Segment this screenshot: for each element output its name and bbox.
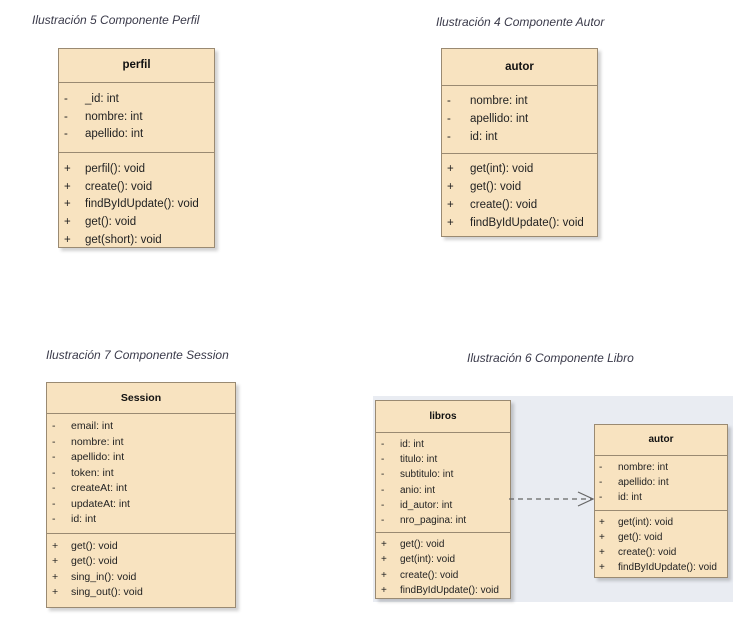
- attribute-text: updateAt: int: [71, 497, 130, 510]
- attribute-text: nombre: int: [85, 110, 143, 123]
- method-text: get(int): void: [618, 516, 674, 528]
- attribute-text: apellido: int: [85, 128, 144, 141]
- method-text: create(): void: [618, 546, 677, 558]
- method-text: create(): void: [470, 198, 538, 211]
- method-text: findByIdUpdate(): void: [470, 216, 584, 229]
- visibility-marker: -: [599, 462, 603, 473]
- visibility-marker: +: [64, 216, 71, 229]
- visibility-marker: -: [381, 469, 385, 481]
- visibility-marker: +: [381, 569, 387, 581]
- visibility-marker: +: [599, 531, 605, 543]
- visibility-marker: +: [447, 198, 454, 211]
- visibility-marker: -: [52, 466, 56, 479]
- visibility-marker: +: [52, 586, 59, 598]
- method-text: create(): void: [400, 569, 459, 581]
- visibility-marker: +: [52, 570, 59, 583]
- attribute-text: subtitulo: int: [400, 469, 454, 481]
- method-text: get(int): void: [470, 163, 534, 176]
- method-text: get(): void: [71, 555, 118, 567]
- visibility-marker: -: [381, 454, 385, 466]
- method-text: sing_in(): void: [71, 570, 137, 583]
- attribute-text: id: int: [470, 130, 498, 143]
- caption-autor: Ilustración 4 Componente Autor: [436, 15, 605, 29]
- visibility-marker: -: [599, 477, 603, 489]
- visibility-marker: +: [64, 163, 71, 176]
- visibility-marker: -: [64, 128, 68, 141]
- class-name: Session: [47, 383, 235, 414]
- visibility-marker: -: [447, 112, 451, 125]
- visibility-marker: -: [381, 484, 385, 496]
- attribute-text: apellido: int: [470, 112, 529, 125]
- attribute-text: apellido: int: [71, 451, 125, 463]
- attribute-text: nombre: int: [618, 462, 669, 473]
- attribute-text: apellido: int: [618, 477, 669, 489]
- method-text: sing_out(): void: [71, 586, 143, 598]
- visibility-marker: +: [64, 198, 71, 211]
- attribute-text: titulo: int: [400, 454, 438, 466]
- method-text: get(short): void: [85, 233, 162, 246]
- caption-perfil: Ilustración 5 Componente Perfil: [32, 13, 200, 27]
- method-text: get(int): void: [400, 554, 456, 566]
- method-text: get(): void: [85, 216, 137, 229]
- visibility-marker: +: [52, 539, 59, 552]
- method-text: get(): void: [71, 539, 118, 552]
- method-text: perfil(): void: [85, 163, 146, 176]
- visibility-marker: -: [599, 492, 603, 504]
- visibility-marker: +: [599, 562, 605, 574]
- method-text: create(): void: [85, 180, 153, 193]
- attribute-text: id: int: [400, 439, 424, 450]
- caption-libro: Ilustración 6 Componente Libro: [467, 351, 634, 365]
- visibility-marker: -: [381, 499, 385, 511]
- attribute-text: nombre: int: [470, 95, 528, 107]
- visibility-marker: -: [381, 439, 385, 450]
- visibility-marker: +: [447, 181, 454, 194]
- visibility-marker: +: [52, 555, 59, 567]
- attribute-text: id: int: [618, 492, 642, 504]
- attribute-text: nombre: int: [71, 435, 124, 448]
- class-name: autor: [442, 49, 597, 86]
- method-text: findByIdUpdate(): void: [85, 198, 199, 211]
- attribute-text: id_autor: int: [400, 499, 453, 511]
- visibility-marker: +: [64, 233, 71, 246]
- visibility-marker: -: [64, 93, 68, 105]
- visibility-marker: +: [381, 539, 387, 551]
- attribute-text: email: int: [71, 420, 114, 432]
- caption-session: Ilustración 7 Componente Session: [46, 348, 229, 362]
- method-text: get(): void: [470, 181, 522, 194]
- method-text: get(): void: [400, 539, 445, 551]
- attribute-text: createAt: int: [71, 482, 128, 494]
- visibility-marker: +: [599, 546, 605, 558]
- method-text: findByIdUpdate(): void: [618, 562, 717, 574]
- attribute-text: token: int: [71, 466, 114, 479]
- visibility-marker: -: [52, 513, 56, 525]
- visibility-marker: -: [447, 95, 451, 107]
- attribute-text: _id: int: [85, 93, 119, 105]
- visibility-marker: +: [381, 554, 387, 566]
- method-text: get(): void: [618, 531, 663, 543]
- visibility-marker: -: [52, 482, 56, 494]
- visibility-marker: -: [52, 435, 56, 448]
- visibility-marker: -: [52, 497, 56, 510]
- attribute-text: anio: int: [400, 484, 436, 496]
- class-name: libros: [376, 401, 510, 433]
- class-name: perfil: [59, 49, 214, 83]
- visibility-marker: +: [447, 216, 454, 229]
- attribute-text: nro_pagina: int: [400, 514, 467, 526]
- visibility-marker: -: [52, 420, 56, 432]
- visibility-marker: -: [447, 130, 451, 143]
- class-name: autor: [595, 425, 727, 456]
- method-text: findByIdUpdate(): void: [400, 584, 499, 596]
- attribute-text: id: int: [71, 513, 97, 525]
- visibility-marker: -: [381, 514, 385, 526]
- visibility-marker: +: [381, 584, 387, 596]
- visibility-marker: -: [52, 451, 56, 463]
- visibility-marker: -: [64, 110, 68, 123]
- visibility-marker: +: [64, 180, 71, 193]
- visibility-marker: +: [447, 163, 454, 176]
- visibility-marker: +: [599, 516, 605, 528]
